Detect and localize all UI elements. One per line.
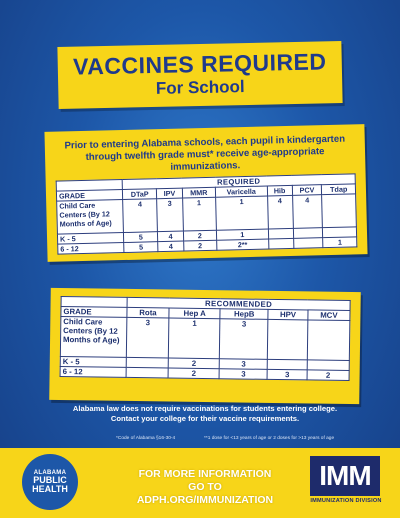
dose-cell: 3 [126, 317, 169, 358]
column-header: Varicella [215, 186, 267, 197]
dose-cell: 3 [220, 319, 268, 360]
required-table [56, 173, 358, 254]
dose-cell: 3 [267, 369, 307, 380]
grade-cell: K - 5 [57, 233, 123, 245]
dose-cell: 4 [158, 231, 183, 242]
grade-cell: Child Care Centers (By 12 Months of Age) [60, 316, 127, 357]
dose-cell: 2 [307, 370, 349, 381]
college-note: Alabama law does not require vaccinations for students entering college. Contact your college for their vaccine requirements. [72, 404, 338, 423]
dose-cell [268, 238, 293, 249]
dose-cell: 4 [292, 195, 323, 229]
recommended-panel [49, 288, 361, 404]
column-header: Tdap [322, 184, 356, 195]
alabama-public-health-logo: ALABAMA PUBLIC HEALTH [22, 454, 78, 510]
dose-cell [267, 359, 307, 370]
footnote-code: *Code of Alabama §16-30-4 [116, 436, 176, 441]
dose-cell [322, 194, 356, 228]
column-header: IPV [157, 188, 182, 199]
recommended-table-title: RECOMMENDED [127, 297, 350, 310]
dose-cell: 3 [219, 369, 267, 380]
column-header: HepB [220, 309, 268, 320]
footnote-dose: **1 dose for <13 years of age or 2 doses for >13 years of age [204, 436, 335, 441]
dose-cell: 2 [183, 240, 217, 251]
dose-cell: 1 [323, 237, 357, 248]
dose-cell [293, 238, 323, 249]
dose-cell [307, 320, 350, 361]
footer [0, 448, 400, 518]
dose-cell: 1 [168, 318, 220, 359]
more-info [120, 468, 290, 507]
dose-cell [126, 357, 168, 368]
column-header: HPV [268, 309, 308, 320]
dose-cell: 1 [182, 197, 216, 231]
website-link[interactable]: GO TO ADPH.ORG/IMMUNIZATION [136, 481, 274, 506]
column-header: DTaP [122, 189, 157, 200]
dose-cell: 3 [157, 198, 183, 232]
dose-cell: 5 [124, 242, 159, 253]
dose-cell: 4 [158, 241, 183, 252]
required-table-title: REQUIRED [122, 174, 355, 190]
dose-cell: 2 [168, 358, 219, 369]
required-panel [44, 124, 367, 262]
more-info-label: FOR MORE INFORMATION [138, 468, 272, 480]
dose-cell: 2 [168, 368, 219, 379]
table-row [60, 316, 350, 360]
dose-cell: 1 [216, 196, 268, 230]
column-header: GRADE [61, 306, 127, 317]
dose-cell: 4 [123, 199, 158, 233]
intro-text: Prior to entering Alabama schools, each pupil in kindergarten through twelfth grade must* receive age-appropriate immunizations. [64, 133, 346, 173]
imm-logo: IMM [310, 456, 380, 496]
grade-cell: K - 5 [60, 356, 126, 367]
grade-cell: 6 - 12 [60, 366, 126, 377]
page-subtitle: For School [155, 77, 245, 98]
dose-cell [307, 360, 349, 371]
dose-cell: 5 [123, 232, 158, 243]
imm-division-label: IMMUNIZATION DIVISION [310, 498, 382, 504]
column-header: GRADE [56, 190, 122, 202]
dose-cell [268, 319, 308, 360]
dose-cell: 3 [220, 359, 268, 370]
page-title: VACCINES REQUIRED [72, 48, 327, 80]
column-header: Rota [127, 307, 169, 318]
column-header: MCV [308, 310, 350, 321]
grade-cell: Child Care Centers (By 12 Months of Age) [57, 200, 124, 235]
column-header: PCV [292, 185, 322, 196]
dose-cell: 2 [183, 230, 217, 241]
recommended-table [60, 296, 351, 381]
dose-cell [268, 228, 293, 239]
column-header: Hib [267, 185, 292, 196]
dose-cell: 1 [216, 229, 268, 240]
title-banner [57, 41, 342, 109]
dose-cell: 4 [267, 195, 293, 229]
column-header: Hep A [169, 308, 220, 319]
dose-cell [126, 367, 168, 378]
grade-cell: 6 - 12 [58, 243, 124, 255]
column-header: MMR [182, 187, 216, 198]
dose-cell: 2** [217, 239, 269, 250]
